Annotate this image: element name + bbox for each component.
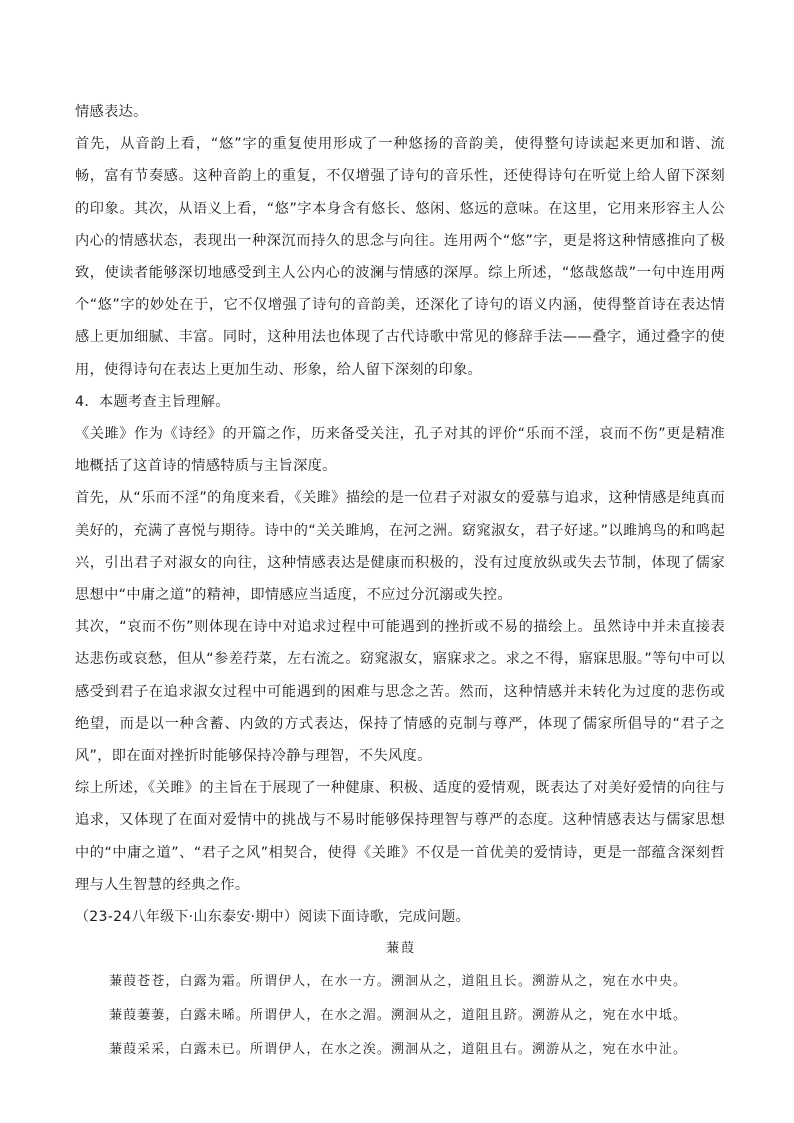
answer-paragraph-2: 首先，从音韵上看，“悠”字的重复使用形成了一种悠扬的音韵美，使得整句诗读起来更加和谐、流畅，富有节奏感。这种音韵上的重复，不仅增强了诗句的音乐性，还使得诗句在听觉上给人留下深刻的印象。其次，从语义上看，“悠”字本身含有悠长、悠闲、悠远的意味。在这里，它用来形容主人公内心的情感状态，表现出一种深沉而持久的思念与向往。连用两个“悠”字，更是将这种情感推向了极致，使读者能够深切地感受到主人公内心的波澜与情感的深厚。综上所述，“悠哉悠哉”一句中连用两个“悠”字的妙处在于，它不仅增强了诗句的音韵美，还深化了诗句的语义内涵，使得整首诗在表达情感上更加细腻、丰富。同时，这种用法也体现了古代诗歌中常见的修辞手法——叠字，通过叠字的使用，使得诗句在表达上更加生动、形象，给人留下深刻的印象。 [75, 136, 725, 378]
question-4-heading: 4．本题考查主旨理解。 [75, 393, 230, 410]
poem-title: 蒹葭 [385, 941, 416, 957]
poem-line-3: 蒹葭采采，白露未已。所谓伊人，在水之涘。溯洄从之，道阻且右。溯游从之，宛在水中沚。 [109, 1042, 688, 1058]
document-page [75, 96, 725, 1067]
question-source-line: （23-24八年级下·山东泰安·期中）阅读下面诗歌，完成问题。 [75, 909, 470, 926]
poem-line-2: 蒹葭萋萋，白露未晞。所谓伊人，在水之湄。溯洄从之，道阻且跻。溯游从之，宛在水中坻。 [109, 1008, 688, 1024]
answer-paragraph-6: 综上所述，《关雎》的主旨在于展现了一种健康、积极、适度的爱情观，既表达了对美好爱情的向往与追求，又体现了在面对爱情中的挑战与不易时能够保持理智与尊严的态度。这种情感表达与儒家思想中的“中庸之道”、“君子之风”相契合，使得《关雎》不仅是一首优美的爱情诗，更是一部蕴含深刻哲理与人生智慧的经典之作。 [75, 780, 725, 893]
answer-paragraph-1: 情感表达。 [75, 104, 148, 120]
answer-paragraph-4: 首先，从“乐而不淫”的角度来看，《关雎》描绘的是一位君子对淑女的爱慕与追求，这种情感是纯真而美好的，充满了喜悦与期待。诗中的“关关雎鸠，在河之洲。窈窕淑女，君子好逑。”以雎鸠鸟的和鸣起兴，引出君子对淑女的向往，这种情感表达是健康而积极的，没有过度放纵或失去节制，体现了儒家思想中“中庸之道”的精神，即情感应当适度，不应过分沉溺或失控。 [75, 490, 725, 604]
poem-line-1: 蒹葭苍苍，白露为霜。所谓伊人，在水一方。溯洄从之，道阻且长。溯游从之，宛在水中央。 [109, 974, 688, 990]
answer-paragraph-3: 《关雎》作为《诗经》的开篇之作，历来备受关注，孔子对其的评价“乐而不淫，哀而不伤”更是精准地概括了这首诗的情感特质与主旨深度。 [75, 426, 725, 475]
answer-paragraph-5: 其次，“哀而不伤”则体现在诗中对追求过程中可能遇到的挫折或不易的描绘上。虽然诗中并未直接表达悲伤或哀愁，但从“参差荇菜，左右流之。窈窕淑女，寤寐求之。求之不得，寤寐思服。”等句中可以感受到君子在追求淑女过程中可能遇到的困难与思念之苦。然而，这种情感并未转化为过度的悲伤或绝望，而是以一种含蓄、内敛的方式表达，保持了情感的克制与尊严，体现了儒家所倡导的“君子之风”，即在面对挫折时能够保持冷静与理智，不失风度。 [75, 619, 725, 765]
